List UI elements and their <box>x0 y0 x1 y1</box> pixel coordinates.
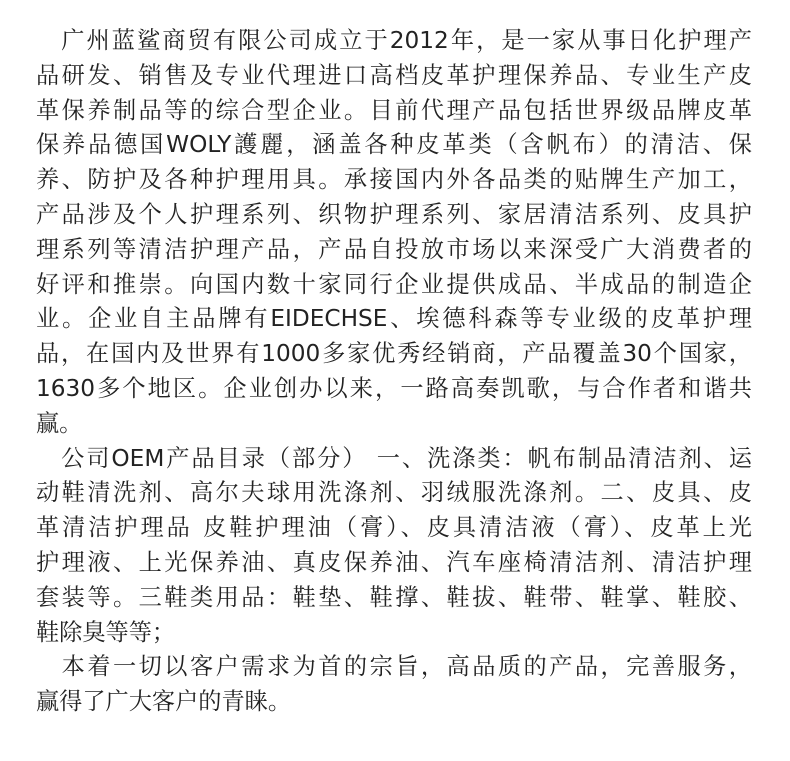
text-line: 品，在国内及世界有1000多家优秀经销商，产品覆盖30个国家， <box>36 340 752 368</box>
text-line: 广州蓝鲨商贸有限公司成立于2012年，是一家从事日化护理产 <box>36 27 752 54</box>
paragraph-company-intro <box>36 24 752 442</box>
text-line: 公司OEM产品目录（部分） 一、洗涤类：帆布制品清洁剂、运 <box>36 444 752 472</box>
text-line: 革保养制品等的综合型企业。目前代理产品包括世界级品牌皮革 <box>36 96 752 124</box>
text-line: 赢。 <box>36 409 83 437</box>
text-line: 保养品德国WOLY護麗，涵盖各种皮革类（含帆布）的清洁、保 <box>36 131 752 159</box>
text-line: 好评和推崇。向国内数十家同行企业提供成品、半成品的制造企 <box>36 270 752 298</box>
text-line: 养、防护及各种护理用具。承接国内外各品类的贴牌生产加工， <box>36 166 752 194</box>
text-line: 动鞋清洗剂、高尔夫球用洗涤剂、羽绒服洗涤剂。二、皮具、皮 <box>36 479 752 507</box>
text-line: 产品涉及个人护理系列、织物护理系列、家居清洁系列、皮具护 <box>36 200 752 228</box>
text-line: 理系列等清洁护理产品，产品自投放市场以来深受广大消费者的 <box>36 235 752 263</box>
text-line: 1630多个地区。企业创办以来，一路高奏凯歌，与合作者和谐共 <box>36 374 752 402</box>
text-line: 赢得了广大客户的青睐。 <box>36 688 292 716</box>
text-line: 业。企业自主品牌有EIDECHSE、埃德科森等专业级的皮革护理 <box>36 305 752 333</box>
text-line: 革清洁护理品 皮鞋护理油（膏）、皮具清洁液（膏）、皮革上光 <box>36 514 752 542</box>
paragraph-oem-catalog <box>36 442 752 651</box>
text-line: 本着一切以客户需求为首的宗旨，高品质的产品，完善服务， <box>36 653 752 681</box>
text-line: 套装等。三鞋类用品：鞋垫、鞋撑、鞋拔、鞋带、鞋掌、鞋胶、 <box>36 583 752 611</box>
paragraph-service-tenet <box>36 650 752 720</box>
text-line: 护理液、上光保养油、真皮保养油、汽车座椅清洁剂、清洁护理 <box>36 548 752 576</box>
text-line: 品研发、销售及专业代理进口高档皮革护理保养品、专业生产皮 <box>36 61 752 89</box>
text-line: 鞋除臭等等； <box>36 618 176 646</box>
document-body <box>36 24 752 720</box>
